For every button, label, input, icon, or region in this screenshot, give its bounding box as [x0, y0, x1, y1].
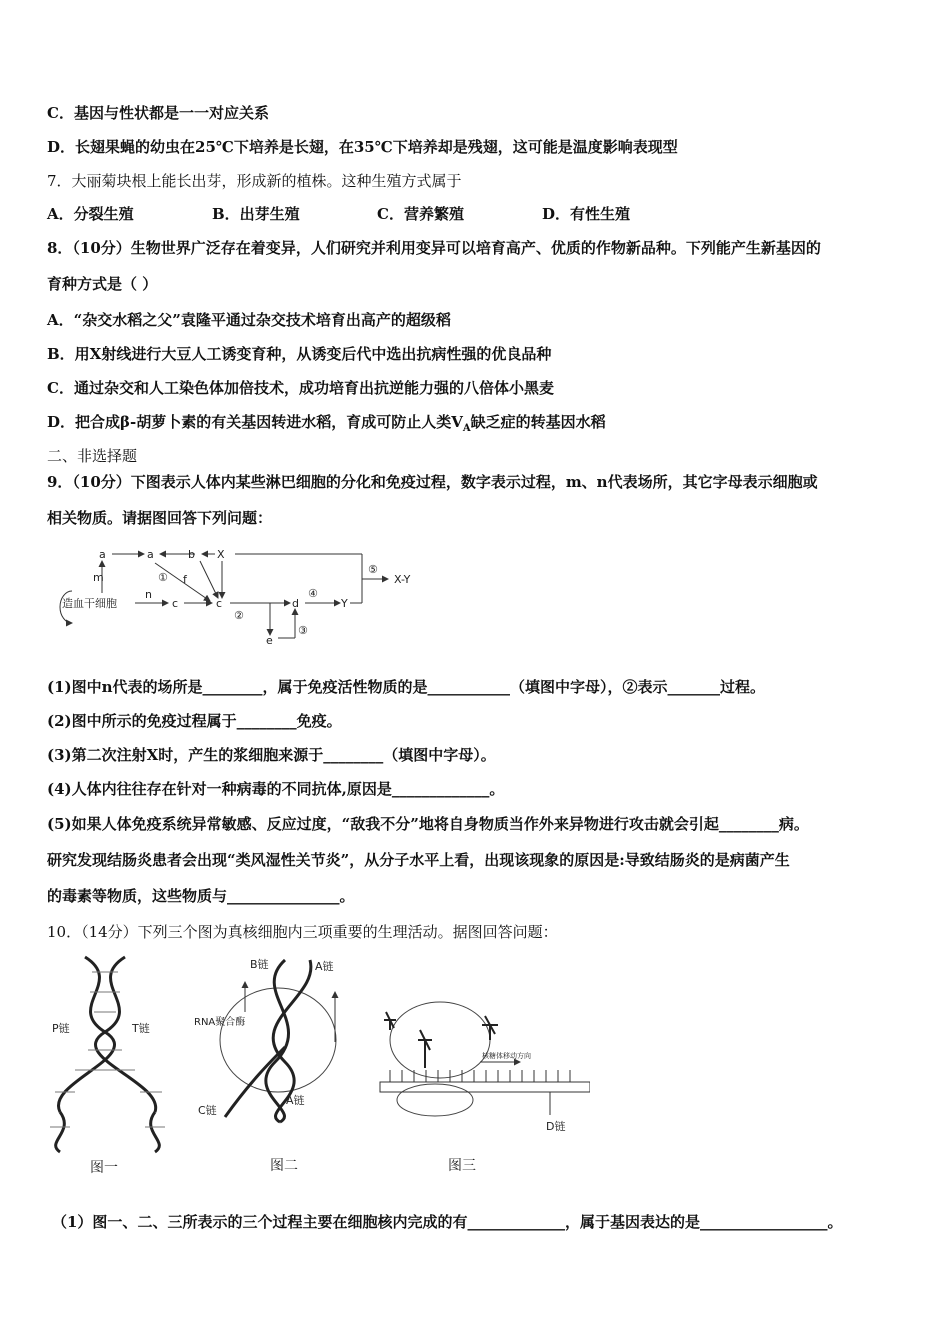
arrow-x-c-diag	[200, 561, 218, 598]
q8d-subscript: A	[462, 423, 471, 434]
figure-2-transcription	[190, 952, 350, 1182]
label-step-1: ①	[158, 571, 168, 584]
question-9-line1: 9．（10分）下图表示人体内某些淋巴细胞的分化和免疫过程，数字表示过程，m、n代表场所，其它字母表示细胞或	[47, 473, 818, 491]
figure-2-caption: 图二	[270, 1158, 298, 1174]
rna-strand-c	[225, 1047, 285, 1117]
q8d-text-pre: D．把合成β-胡萝卜素的有关基因转进水稻，育成可防止人类V	[47, 413, 463, 431]
label-a1: a	[99, 548, 106, 561]
q8-option-a: A．“杂交水稻之父”袁隆平通过杂交技术培育出高产的超级稻	[47, 311, 451, 329]
figure-3-translation	[370, 990, 590, 1180]
option-d-temperature: D．长翅果蝇的幼虫在25℃下培养是长翅，在35℃下培养却是残翅，这可能是温度影响表现型	[47, 138, 678, 156]
label-source-cell: 造血干细胞	[62, 597, 117, 610]
ribosome-large-subunit	[390, 1002, 490, 1078]
q7-option-d: D．有性生殖	[542, 205, 631, 223]
label-step-3: ③	[298, 624, 308, 637]
right-new-strand	[151, 1112, 160, 1152]
q9-subquestion-4: (4)人体内往往存在针对一种病毒的不同抗体,原因是_____________。	[47, 780, 505, 798]
figure-3-caption: 图三	[448, 1158, 476, 1174]
q7-option-b: B．出芽生殖	[212, 205, 300, 223]
label-c1: c	[172, 597, 179, 610]
q9-subquestion-5-line2: 研究发现结肠炎患者会出现“类风湿性关节炎”，从分子水平上看，出现该现象的原因是:导致结肠炎的是病菌产生	[47, 851, 790, 869]
label-step-2: ②	[234, 609, 244, 622]
question-8-line2: 育种方式是（ ）	[47, 275, 158, 293]
immune-process-diagram	[50, 543, 450, 648]
label-c2: c	[216, 597, 223, 610]
label-step-4: ④	[308, 587, 318, 600]
label-d-chain: D链	[546, 1120, 566, 1133]
q9-subquestion-3: (3)第二次注射X时，产生的浆细胞来源于________（填图中字母）。	[47, 746, 496, 764]
label-a-chain-bottom: A链	[286, 1094, 305, 1107]
label-b: b	[188, 548, 195, 561]
section-2-heading: 二、非选择题	[47, 447, 138, 465]
label-p-chain: P链	[52, 1022, 70, 1035]
figure-1-caption: 图一	[90, 1160, 118, 1176]
q7-option-c: C．营养繁殖	[377, 205, 464, 223]
label-a-chain-top: A链	[315, 960, 334, 973]
label-x-y: X-Y	[394, 573, 411, 586]
question-10: 10．（14分）下列三个图为真核细胞内三项重要的生理活动。据图回答问题：	[47, 923, 558, 941]
label-f: f	[183, 573, 187, 586]
q9-subquestion-1: (1)图中n代表的场所是________，属于免疫活性物质的是___________（填图中字母），②表示_______过程。	[47, 678, 766, 696]
label-t-chain: T链	[132, 1022, 150, 1035]
figure-1-dna-replication	[40, 952, 180, 1182]
trna-left	[384, 1012, 396, 1030]
ribosome-small-subunit	[397, 1084, 473, 1116]
label-n: n	[145, 588, 152, 601]
question-7-options	[47, 204, 630, 224]
q8-option-d	[47, 412, 606, 439]
label-b-chain: B链	[250, 958, 269, 971]
label-y: Y	[341, 597, 348, 610]
label-direction: 核糖体移动方向	[482, 1052, 531, 1060]
label-m: m	[93, 571, 104, 584]
trna-center	[418, 1030, 432, 1068]
question-7: 7．大丽菊块根上能长出芽，形成新的植株。这种生殖方式属于	[47, 172, 462, 190]
trna-right	[482, 1016, 498, 1040]
rna-polymerase-shape	[220, 988, 336, 1092]
label-e: e	[266, 634, 273, 647]
q8-option-c: C．通过杂交和人工染色体加倍技术，成功培育出抗逆能力强的八倍体小黑麦	[47, 379, 554, 397]
label-x: X	[217, 548, 225, 561]
option-c-gene-trait: C．基因与性状都是一一对应关系	[47, 104, 269, 122]
q9-subquestion-5: (5)如果人体免疫系统异常敏感、反应过度，“敌我不分”地将自身物质当作外来异物进行攻击就会引起________病。	[47, 815, 809, 833]
label-step-5: ⑤	[368, 563, 378, 576]
q7-option-a: A．分裂生殖	[47, 205, 134, 223]
q9-subquestion-2: (2)图中所示的免疫过程属于________免疫。	[47, 712, 342, 730]
question-9-line2: 相关物质。请据图回答下列问题：	[47, 509, 273, 527]
q8d-text-post: 缺乏症的转基因水稻	[470, 413, 606, 431]
q9-subquestion-5-line3: 的毒素等物质，这些物质与_______________。	[47, 887, 355, 905]
left-new-strand	[56, 1112, 65, 1152]
label-rna-polymerase: RNA聚合酶	[194, 1017, 246, 1028]
label-d: d	[292, 597, 299, 610]
q10-subquestion-1: （1）图一、二、三所表示的三个过程主要在细胞核内完成的有_____________，属于基因表达的是_________________。	[52, 1213, 843, 1231]
q8-option-b: B．用X射线进行大豆人工诱变育种，从诱变后代中选出抗病性强的优良品种	[47, 345, 552, 363]
question-8-line1: 8．（10分）生物世界广泛存在着变异，人们研究并利用变异可以培育高产、优质的作物新品种。下列能产生新基因的	[47, 239, 821, 257]
label-a2: a	[147, 548, 154, 561]
label-c-chain: C链	[198, 1104, 217, 1117]
